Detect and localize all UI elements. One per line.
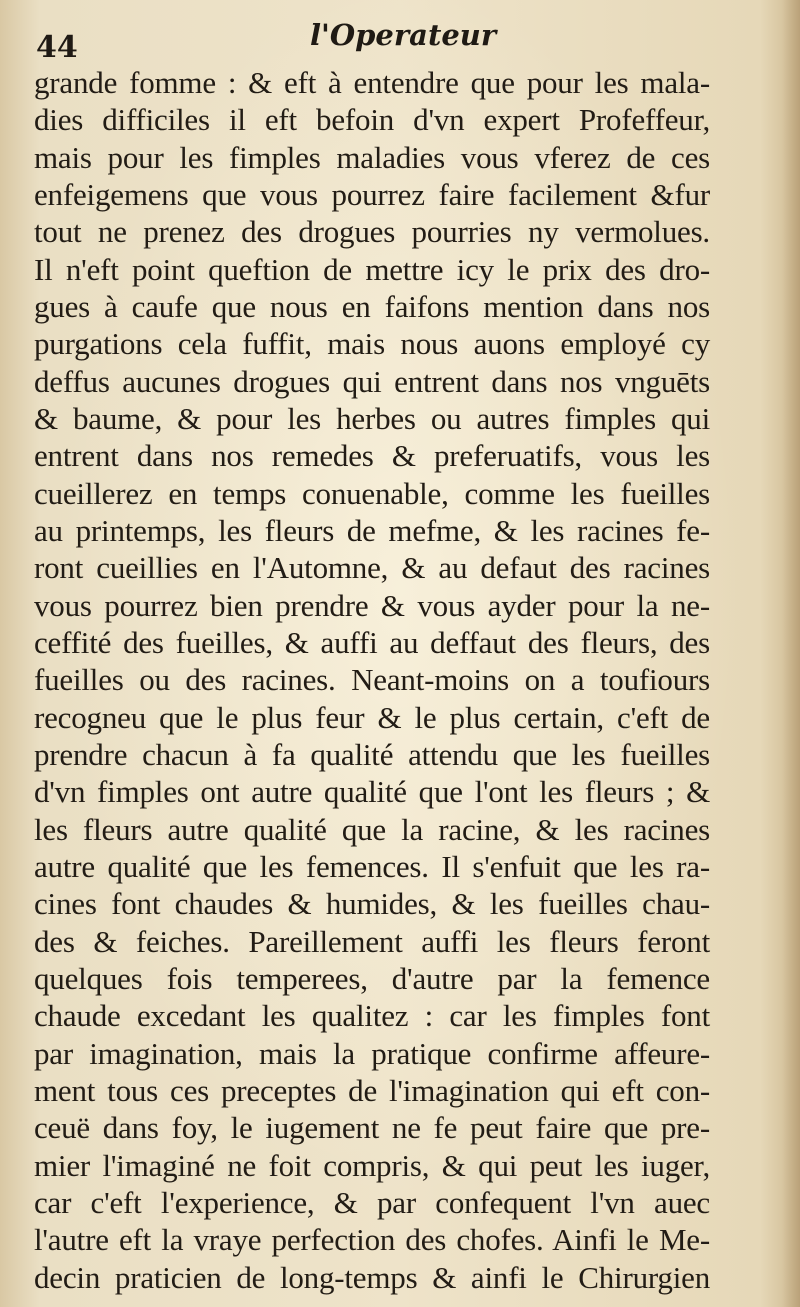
text-line: gues à caufe que nous en faifons mention dans nos — [34, 288, 710, 324]
text-line: Il n'eft point queftion de mettre icy le prix des dro- — [34, 251, 710, 287]
text-line: autre qualité que les femences. Il s'enfuit que les ra- — [34, 848, 710, 884]
text-line: au printemps, les fleurs de mefme, & les racines fe- — [34, 512, 710, 548]
text-line: dies difficiles il eft befoin d'vn expert Profeffeur, — [34, 102, 710, 138]
text-line: d'vn fimples ont autre qualité que l'ont les fleurs ; & — [34, 774, 710, 810]
text-line: ceuë dans foy, le iugement ne fe peut faire que pre- — [34, 1110, 710, 1146]
text-line: deffus aucunes drogues qui entrent dans nos vnguēts — [34, 363, 710, 399]
text-line: enfeigemens que vous pourrez faire facilement &fur — [34, 176, 710, 212]
text-line: par imagination, mais la pratique confirme affeure- — [34, 1035, 710, 1071]
text-line: vous pourrez bien prendre & vous ayder pour la ne- — [34, 587, 710, 623]
body-text — [34, 64, 710, 1296]
page-number: 44 — [36, 30, 78, 65]
text-line: ront cueillies en l'Automne, & au defaut des racines — [34, 550, 710, 586]
text-line: entrent dans nos remedes & preferuatifs, vous les — [34, 438, 710, 474]
text-line: cueillerez en temps conuenable, comme les fueilles — [34, 475, 710, 511]
text-line: des & feiches. Pareillement auffi les fleurs feront — [34, 923, 710, 959]
text-line: decin praticien de long-temps & ainfi le Chirurgien — [34, 1259, 710, 1295]
text-line: tout ne prenez des drogues pourries ny vermolues. — [34, 214, 710, 250]
text-line: car c'eft l'experience, & par confequent l'vn auec — [34, 1184, 710, 1220]
page-header — [0, 14, 800, 64]
text-line: fueilles ou des racines. Neant-moins on a toufiours — [34, 662, 710, 698]
text-line: ceffité des fueilles, & auffi au deffaut des fleurs, des — [34, 624, 710, 660]
text-line: recogneu que le plus feur & le plus certain, c'eft de — [34, 699, 710, 735]
text-line: quelques fois temperees, d'autre par la femence — [34, 960, 710, 996]
text-line: grande fomme : & eft à entendre que pour les mala- — [34, 65, 710, 100]
text-line: cines font chaudes & humides, & les fueilles chau- — [34, 886, 710, 922]
text-line: l'autre eft la vraye perfection des chofes. Ainfi le Me- — [34, 1222, 710, 1258]
text-line: ment tous ces preceptes de l'imagination qui eft con- — [34, 1072, 710, 1108]
text-line: mier l'imaginé ne foit compris, & qui peut les iuger, — [34, 1147, 710, 1183]
text-line: purgations cela fuffit, mais nous auons employé cy — [34, 326, 710, 362]
running-head: l'Operateur — [310, 18, 497, 52]
text-line: chaude excedant les qualitez : car les fimples font — [34, 998, 710, 1034]
text-line: & baume, & pour les herbes ou autres fimples qui — [34, 400, 710, 436]
text-line: prendre chacun à fa qualité attendu que les fueilles — [34, 736, 710, 772]
text-line: les fleurs autre qualité que la racine, & les racines — [34, 811, 710, 847]
text-line: mais pour les fimples maladies vous vferez de ces — [34, 139, 710, 175]
page-edge-shadow — [782, 0, 800, 1307]
